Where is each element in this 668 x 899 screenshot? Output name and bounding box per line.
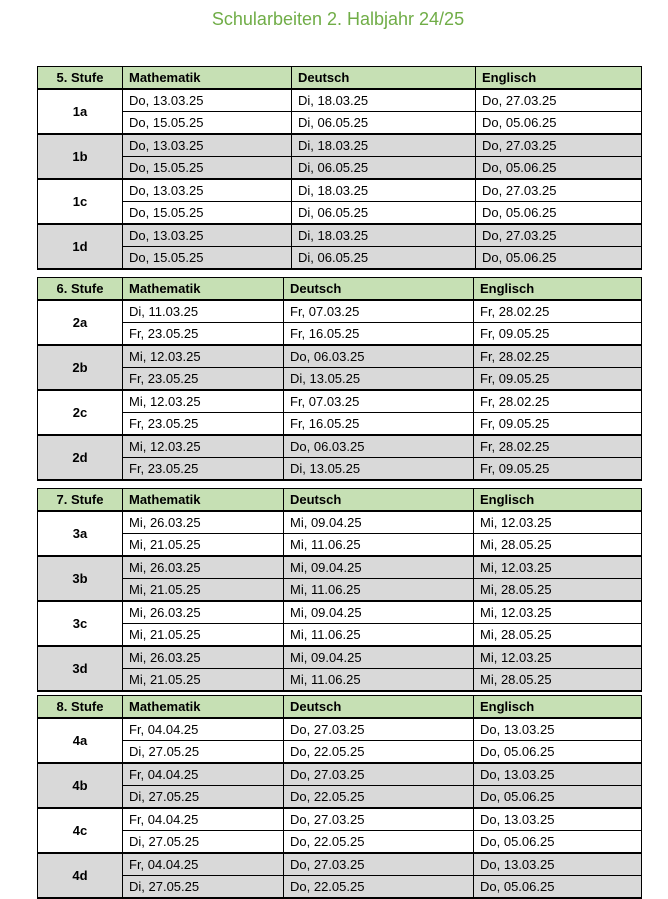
class-label: 2c xyxy=(38,390,123,435)
exam-date-cell: Fr, 07.03.25 xyxy=(284,390,474,413)
exam-date-cell: Mi, 28.05.25 xyxy=(474,624,642,647)
table-row xyxy=(38,646,642,669)
exam-date-cell: Di, 27.05.25 xyxy=(123,831,284,854)
exam-date-cell: Mi, 11.06.25 xyxy=(284,624,474,647)
table-row xyxy=(38,556,642,579)
exam-date-cell: Di, 27.05.25 xyxy=(123,786,284,809)
exam-date-cell: Do, 27.03.25 xyxy=(284,853,474,876)
exam-date-cell: Mi, 21.05.25 xyxy=(123,534,284,557)
subject-header: Englisch xyxy=(474,278,642,301)
table-row xyxy=(38,808,642,831)
class-label: 2a xyxy=(38,300,123,345)
table-row xyxy=(38,134,642,157)
table-row xyxy=(38,89,642,112)
exam-date-cell: Do, 27.03.25 xyxy=(284,763,474,786)
exam-date-cell: Fr, 16.05.25 xyxy=(284,323,474,346)
exam-date-cell: Fr, 28.02.25 xyxy=(474,345,642,368)
class-label: 2b xyxy=(38,345,123,390)
exam-date-cell: Mi, 12.03.25 xyxy=(123,435,284,458)
table-row xyxy=(38,368,642,391)
table-row xyxy=(38,300,642,323)
subject-header: Englisch xyxy=(474,696,642,719)
subject-header: Mathematik xyxy=(123,278,284,301)
exam-date-cell: Mi, 26.03.25 xyxy=(123,511,284,534)
table-row xyxy=(38,112,642,135)
table-row xyxy=(38,601,642,624)
header-row xyxy=(38,278,642,301)
exam-date-cell: Di, 13.05.25 xyxy=(284,368,474,391)
table-row xyxy=(38,624,642,647)
exam-date-cell: Mi, 26.03.25 xyxy=(123,556,284,579)
exam-date-cell: Mi, 12.03.25 xyxy=(474,511,642,534)
exam-date-cell: Do, 05.06.25 xyxy=(476,112,642,135)
class-label: 1d xyxy=(38,224,123,269)
exam-date-cell: Mi, 21.05.25 xyxy=(123,669,284,692)
exam-date-cell: Mi, 12.03.25 xyxy=(474,601,642,624)
exam-date-cell: Mi, 12.03.25 xyxy=(123,390,284,413)
table-row xyxy=(38,853,642,876)
exam-date-cell: Do, 05.06.25 xyxy=(476,202,642,225)
exam-date-cell: Fr, 04.04.25 xyxy=(123,808,284,831)
class-label: 3a xyxy=(38,511,123,556)
page-title: Schularbeiten 2. Halbjahr 24/25 xyxy=(211,9,465,29)
class-label: 3b xyxy=(38,556,123,601)
exam-date-cell: Do, 15.05.25 xyxy=(123,247,292,270)
class-label: 3c xyxy=(38,601,123,646)
exam-date-cell: Fr, 04.04.25 xyxy=(123,853,284,876)
exam-date-cell: Mi, 26.03.25 xyxy=(123,601,284,624)
exam-date-cell: Mi, 21.05.25 xyxy=(123,579,284,602)
exam-date-cell: Di, 27.05.25 xyxy=(123,876,284,899)
exam-date-cell: Mi, 12.03.25 xyxy=(123,345,284,368)
exam-date-cell: Do, 05.06.25 xyxy=(476,157,642,180)
table-row xyxy=(38,224,642,247)
exam-date-cell: Do, 13.03.25 xyxy=(474,718,642,741)
class-label: 4a xyxy=(38,718,123,763)
exam-date-cell: Do, 13.03.25 xyxy=(123,179,292,202)
table-row xyxy=(38,323,642,346)
exam-date-cell: Do, 13.03.25 xyxy=(474,763,642,786)
exam-date-cell: Mi, 09.04.25 xyxy=(284,601,474,624)
table-row xyxy=(38,413,642,436)
class-label: 4c xyxy=(38,808,123,853)
exam-date-cell: Do, 27.03.25 xyxy=(284,808,474,831)
table-row xyxy=(38,741,642,764)
table-row xyxy=(38,345,642,368)
header-row xyxy=(38,489,642,512)
subject-header: Deutsch xyxy=(284,278,474,301)
exam-date-cell: Fr, 09.05.25 xyxy=(474,368,642,391)
table-row xyxy=(38,247,642,270)
grade-table xyxy=(37,695,642,899)
subject-header: Englisch xyxy=(476,67,642,90)
exam-date-cell: Di, 18.03.25 xyxy=(292,224,476,247)
exam-date-cell: Fr, 23.05.25 xyxy=(123,413,284,436)
grade-table xyxy=(37,488,642,692)
table-row xyxy=(38,458,642,481)
exam-date-cell: Di, 06.05.25 xyxy=(292,202,476,225)
class-label: 2d xyxy=(38,435,123,480)
class-label: 4b xyxy=(38,763,123,808)
table-row xyxy=(38,511,642,534)
exam-date-cell: Di, 18.03.25 xyxy=(292,134,476,157)
exam-date-cell: Fr, 09.05.25 xyxy=(474,458,642,481)
exam-date-cell: Fr, 23.05.25 xyxy=(123,368,284,391)
exam-date-cell: Di, 18.03.25 xyxy=(292,89,476,112)
exam-date-cell: Mi, 28.05.25 xyxy=(474,534,642,557)
exam-date-cell: Do, 27.03.25 xyxy=(476,89,642,112)
exam-date-cell: Fr, 16.05.25 xyxy=(284,413,474,436)
exam-date-cell: Mi, 26.03.25 xyxy=(123,646,284,669)
exam-date-cell: Di, 13.05.25 xyxy=(284,458,474,481)
exam-date-cell: Fr, 09.05.25 xyxy=(474,323,642,346)
exam-date-cell: Do, 27.03.25 xyxy=(476,134,642,157)
exam-date-cell: Do, 05.06.25 xyxy=(474,831,642,854)
subject-header: Deutsch xyxy=(284,489,474,512)
exam-date-cell: Do, 05.06.25 xyxy=(474,741,642,764)
class-label: 1c xyxy=(38,179,123,224)
stufe-header: 8. Stufe xyxy=(38,696,123,719)
exam-date-cell: Fr, 23.05.25 xyxy=(123,458,284,481)
exam-date-cell: Di, 06.05.25 xyxy=(292,247,476,270)
table-row xyxy=(38,831,642,854)
header-row xyxy=(38,696,642,719)
exam-date-cell: Do, 22.05.25 xyxy=(284,786,474,809)
header-row xyxy=(38,67,642,90)
stufe-header: 5. Stufe xyxy=(38,67,123,90)
exam-date-cell: Fr, 07.03.25 xyxy=(284,300,474,323)
table-row xyxy=(38,669,642,692)
exam-date-cell: Fr, 28.02.25 xyxy=(474,390,642,413)
table-row xyxy=(38,763,642,786)
exam-date-cell: Do, 13.03.25 xyxy=(474,808,642,831)
exam-date-cell: Mi, 12.03.25 xyxy=(474,556,642,579)
class-label: 1a xyxy=(38,89,123,134)
subject-header: Mathematik xyxy=(123,67,292,90)
exam-date-cell: Fr, 28.02.25 xyxy=(474,300,642,323)
exam-date-cell: Mi, 28.05.25 xyxy=(474,669,642,692)
class-label: 3d xyxy=(38,646,123,691)
exam-date-cell: Do, 13.03.25 xyxy=(123,89,292,112)
exam-date-cell: Do, 22.05.25 xyxy=(284,831,474,854)
exam-date-cell: Do, 15.05.25 xyxy=(123,112,292,135)
exam-date-cell: Fr, 09.05.25 xyxy=(474,413,642,436)
exam-date-cell: Mi, 11.06.25 xyxy=(284,579,474,602)
exam-date-cell: Di, 18.03.25 xyxy=(292,179,476,202)
table-row xyxy=(38,390,642,413)
exam-date-cell: Do, 22.05.25 xyxy=(284,741,474,764)
exam-date-cell: Di, 11.03.25 xyxy=(123,300,284,323)
table-row xyxy=(38,179,642,202)
exam-date-cell: Do, 05.06.25 xyxy=(476,247,642,270)
exam-date-cell: Do, 15.05.25 xyxy=(123,202,292,225)
exam-date-cell: Fr, 04.04.25 xyxy=(123,763,284,786)
table-row xyxy=(38,534,642,557)
class-label: 4d xyxy=(38,853,123,898)
exam-date-cell: Do, 27.03.25 xyxy=(476,179,642,202)
exam-date-cell: Fr, 23.05.25 xyxy=(123,323,284,346)
exam-date-cell: Mi, 28.05.25 xyxy=(474,579,642,602)
table-row xyxy=(38,202,642,225)
table-row xyxy=(38,579,642,602)
subject-header: Englisch xyxy=(474,489,642,512)
stufe-header: 7. Stufe xyxy=(38,489,123,512)
subject-header: Mathematik xyxy=(123,489,284,512)
exam-date-cell: Do, 27.03.25 xyxy=(284,718,474,741)
subject-header: Deutsch xyxy=(292,67,476,90)
exam-date-cell: Do, 15.05.25 xyxy=(123,157,292,180)
exam-date-cell: Fr, 28.02.25 xyxy=(474,435,642,458)
exam-date-cell: Mi, 09.04.25 xyxy=(284,556,474,579)
grade-table xyxy=(37,66,642,270)
exam-date-cell: Fr, 04.04.25 xyxy=(123,718,284,741)
exam-date-cell: Mi, 09.04.25 xyxy=(284,646,474,669)
stufe-header: 6. Stufe xyxy=(38,278,123,301)
exam-date-cell: Mi, 09.04.25 xyxy=(284,511,474,534)
subject-header: Mathematik xyxy=(123,696,284,719)
table-row xyxy=(38,876,642,899)
table-row xyxy=(38,435,642,458)
table-row xyxy=(38,718,642,741)
subject-header: Deutsch xyxy=(284,696,474,719)
exam-date-cell: Di, 06.05.25 xyxy=(292,112,476,135)
exam-date-cell: Do, 05.06.25 xyxy=(474,786,642,809)
table-row xyxy=(38,786,642,809)
grade-table xyxy=(37,277,642,481)
exam-date-cell: Do, 27.03.25 xyxy=(476,224,642,247)
exam-date-cell: Do, 06.03.25 xyxy=(284,345,474,368)
exam-date-cell: Do, 06.03.25 xyxy=(284,435,474,458)
exam-date-cell: Do, 13.03.25 xyxy=(123,224,292,247)
table-row xyxy=(38,157,642,180)
exam-date-cell: Mi, 12.03.25 xyxy=(474,646,642,669)
exam-date-cell: Mi, 11.06.25 xyxy=(284,534,474,557)
exam-date-cell: Di, 06.05.25 xyxy=(292,157,476,180)
exam-date-cell: Mi, 21.05.25 xyxy=(123,624,284,647)
exam-date-cell: Do, 13.03.25 xyxy=(123,134,292,157)
exam-date-cell: Mi, 11.06.25 xyxy=(284,669,474,692)
exam-date-cell: Do, 13.03.25 xyxy=(474,853,642,876)
exam-date-cell: Do, 22.05.25 xyxy=(284,876,474,899)
exam-date-cell: Di, 27.05.25 xyxy=(123,741,284,764)
class-label: 1b xyxy=(38,134,123,179)
exam-date-cell: Do, 05.06.25 xyxy=(474,876,642,899)
